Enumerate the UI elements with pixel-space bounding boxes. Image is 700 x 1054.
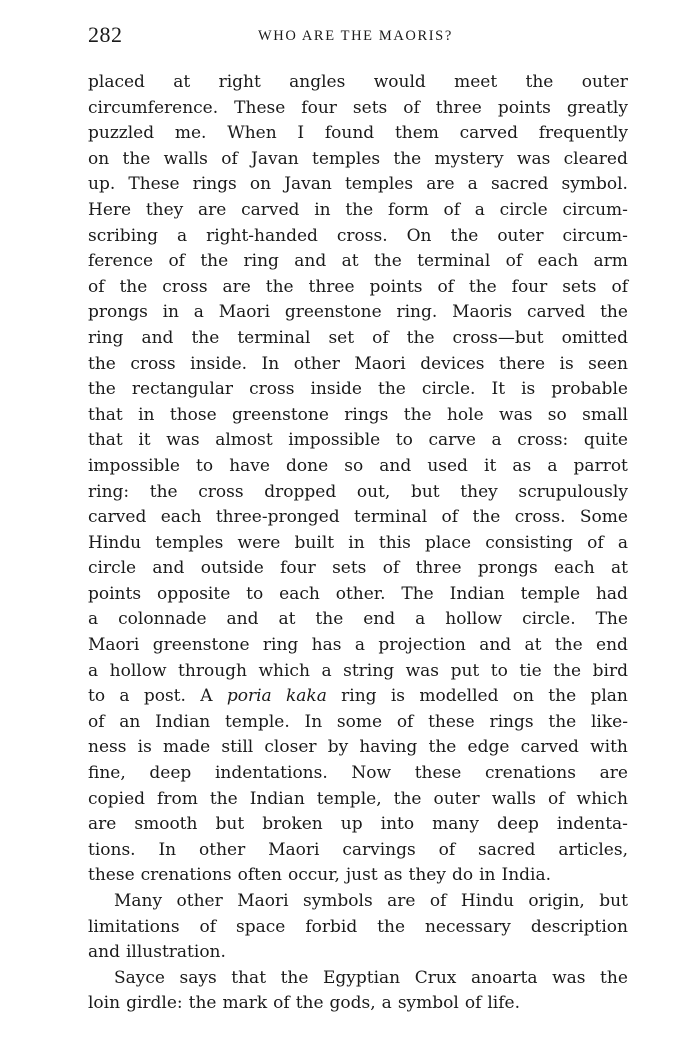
paragraph <box>88 70 628 889</box>
text-line: placed at right angles would meet the outer <box>88 72 628 92</box>
text-line: on the walls of Javan temples the mystery was cleared <box>88 148 628 169</box>
text-line: loin girdle: the mark of the gods, a symbol of life. <box>88 993 520 1014</box>
text-line: prongs in a Maori greenstone ring. Maoris carved the <box>88 302 628 323</box>
body-text <box>88 70 628 1017</box>
text-line: ring: the cross dropped out, but they scrupulously <box>88 481 628 502</box>
paragraph <box>88 966 628 1017</box>
text-line: Hindu temples were built in this place consisting of a <box>88 532 628 553</box>
text-line: the rectangular cross inside the circle. It is probable <box>88 379 628 400</box>
text-line: of an Indian temple. In some of these rings the like- <box>88 711 628 732</box>
text-line: Here they are carved in the form of a circle circum- <box>88 199 628 220</box>
text-line: limitations of space forbid the necessary description <box>88 916 628 937</box>
running-title: WHO ARE THE MAORIS? <box>258 28 453 44</box>
text-line: impossible to have done so and used it as a parrot <box>88 455 628 476</box>
text-line: the cross inside. In other Maori devices there is seen <box>88 353 628 374</box>
text-line: carved each three-pronged terminal of the cross. Some <box>88 507 628 528</box>
text-line: Sayce says that the Egyptian Crux anoarta was the <box>114 967 628 988</box>
text-line: a hollow through which a string was put to tie the bird <box>88 660 628 681</box>
page-header <box>88 22 628 52</box>
text-line: copied from the Indian temple, the outer walls of which <box>88 788 628 809</box>
text-line: circle and outside four sets of three prongs each at <box>88 558 628 579</box>
text-line: ference of the ring and at the terminal of each arm <box>88 251 628 272</box>
paragraph <box>88 889 628 966</box>
text-line: circumference. These four sets of three points greatly <box>88 97 628 118</box>
text-line: Maori greenstone ring has a projection and at the end <box>88 635 628 656</box>
page-number: 282 <box>88 22 123 47</box>
text-line: scribing a right-handed cross. On the outer circum- <box>88 225 628 246</box>
text-line: a colonnade and at the end a hollow circle. The <box>88 609 628 630</box>
text-line: these crenations often occur, just as they do in India. <box>88 865 552 886</box>
text-line: and illustration. <box>88 942 226 963</box>
text-line: Many other Maori symbols are of Hindu origin, but <box>114 891 628 911</box>
text-line: tions. In other Maori carvings of sacred articles, <box>88 839 628 860</box>
text-line: up. These rings on Javan temples are a sacred symbol. <box>88 174 628 195</box>
text-line: ness is made still closer by having the edge carved with <box>88 737 628 758</box>
text-line: of the cross are the three points of the four sets of <box>88 276 628 297</box>
text-line: points opposite to each other. The Indian temple had <box>88 583 628 604</box>
text-line: fine, deep indentations. Now these crenations are <box>88 763 628 784</box>
text-line: are smooth but broken up into many deep indenta- <box>88 814 628 835</box>
text-line: puzzled me. When I found them carved frequently <box>88 123 628 144</box>
text-line: ring and the terminal set of the cross—but omitted <box>88 327 628 348</box>
text-line: that in those greenstone rings the hole was so small <box>88 404 628 425</box>
text-line: that it was almost impossible to carve a cross: quite <box>88 430 628 451</box>
text-line: to a post. A poria kaka ring is modelled on the plan <box>88 686 628 707</box>
